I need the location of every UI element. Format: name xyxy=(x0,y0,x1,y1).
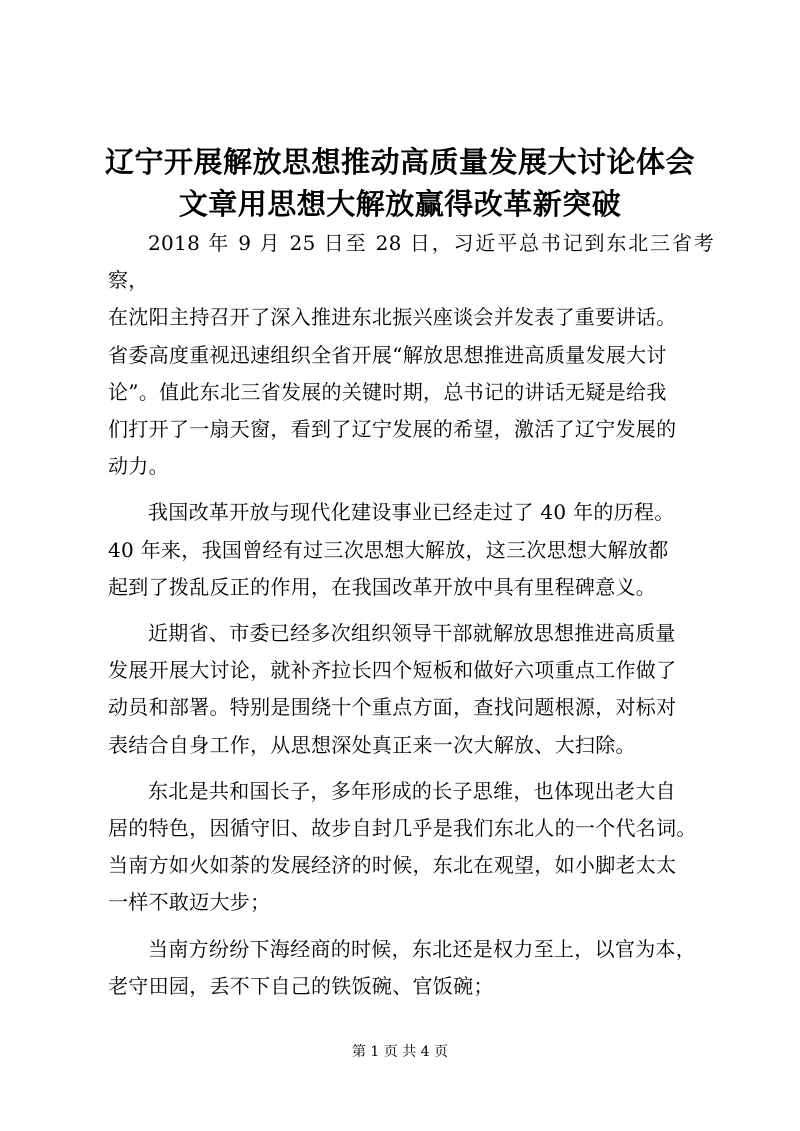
paragraph-line: 老守田园，丢不下自己的铁饭碗、官饭碗； xyxy=(108,973,494,998)
paragraph-line: 在沈阳主持召开了深入推进东北振兴座谈会并发表了重要讲话。 xyxy=(108,305,677,330)
paragraph-3 xyxy=(108,615,714,764)
paragraph-line: 起到了拨乱反正的作用，在我国改革开放中具有里程碑意义。 xyxy=(108,574,657,599)
paragraph-line: 发展开展大讨论，就补齐拉长四个短板和做好六项重点工作做了 xyxy=(108,658,677,683)
document-title xyxy=(100,141,700,225)
paragraph-line: 居的特色，因循守旧、故步自封几乎是我们东北人的一个代名词。 xyxy=(108,816,697,841)
paragraph-line: 动员和部署。特别是围绕十个重点方面，查找问题根源，对标对 xyxy=(108,695,677,720)
paragraph-line: 40 年来，我国曾经有过三次思想大解放，这三次思想大解放都 xyxy=(108,537,669,562)
title-line-1: 辽宁开展解放思想推动高质量发展大讨论体会 xyxy=(104,145,695,179)
paragraph-line: 当南方纷纷下海经商的时候，东北还是权力至上，以官为本， xyxy=(148,936,697,961)
paragraph-line: 我国改革开放与现代化建设事业已经走过了 40 年的历程。 xyxy=(148,500,675,525)
paragraph-line: 东北是共和国长子，多年形成的长子思维，也体现出老大自 xyxy=(148,778,676,803)
paragraph-line: 动力。 xyxy=(108,454,169,479)
paragraph-1 xyxy=(108,225,714,485)
document-body xyxy=(108,225,714,1014)
paragraph-5 xyxy=(108,931,714,1005)
paragraph-line: 2018 年 9 月 25 日至 28 日，习近平总书记到东北三省考察， xyxy=(108,231,714,293)
title-line-2: 文章用思想大解放赢得改革新突破 xyxy=(178,187,622,221)
page-number-footer: 第 1 页 共 4 页 xyxy=(351,1044,449,1060)
paragraph-4 xyxy=(108,773,714,922)
paragraph-line: 一样不敢迈大步； xyxy=(108,890,271,915)
paragraph-line: 近期省、市委已经多次组织领导干部就解放思想推进高质量 xyxy=(148,621,676,646)
paragraph-line: 省委高度重视迅速组织全省开展“解放思想推进高质量发展大讨 xyxy=(108,342,667,367)
paragraph-line: 们打开了一扇天窗，看到了辽宁发展的希望，激活了辽宁发展的 xyxy=(108,417,677,442)
paragraph-2 xyxy=(108,494,714,606)
paragraph-line: 表结合自身工作，从思想深处真正来一次大解放、大扫除。 xyxy=(108,732,636,757)
paragraph-line: 当南方如火如荼的发展经济的时候，东北在观望，如小脚老太太 xyxy=(108,853,677,878)
paragraph-line: 论”。值此东北三省发展的关键时期，总书记的讲话无疑是给我 xyxy=(108,379,667,404)
